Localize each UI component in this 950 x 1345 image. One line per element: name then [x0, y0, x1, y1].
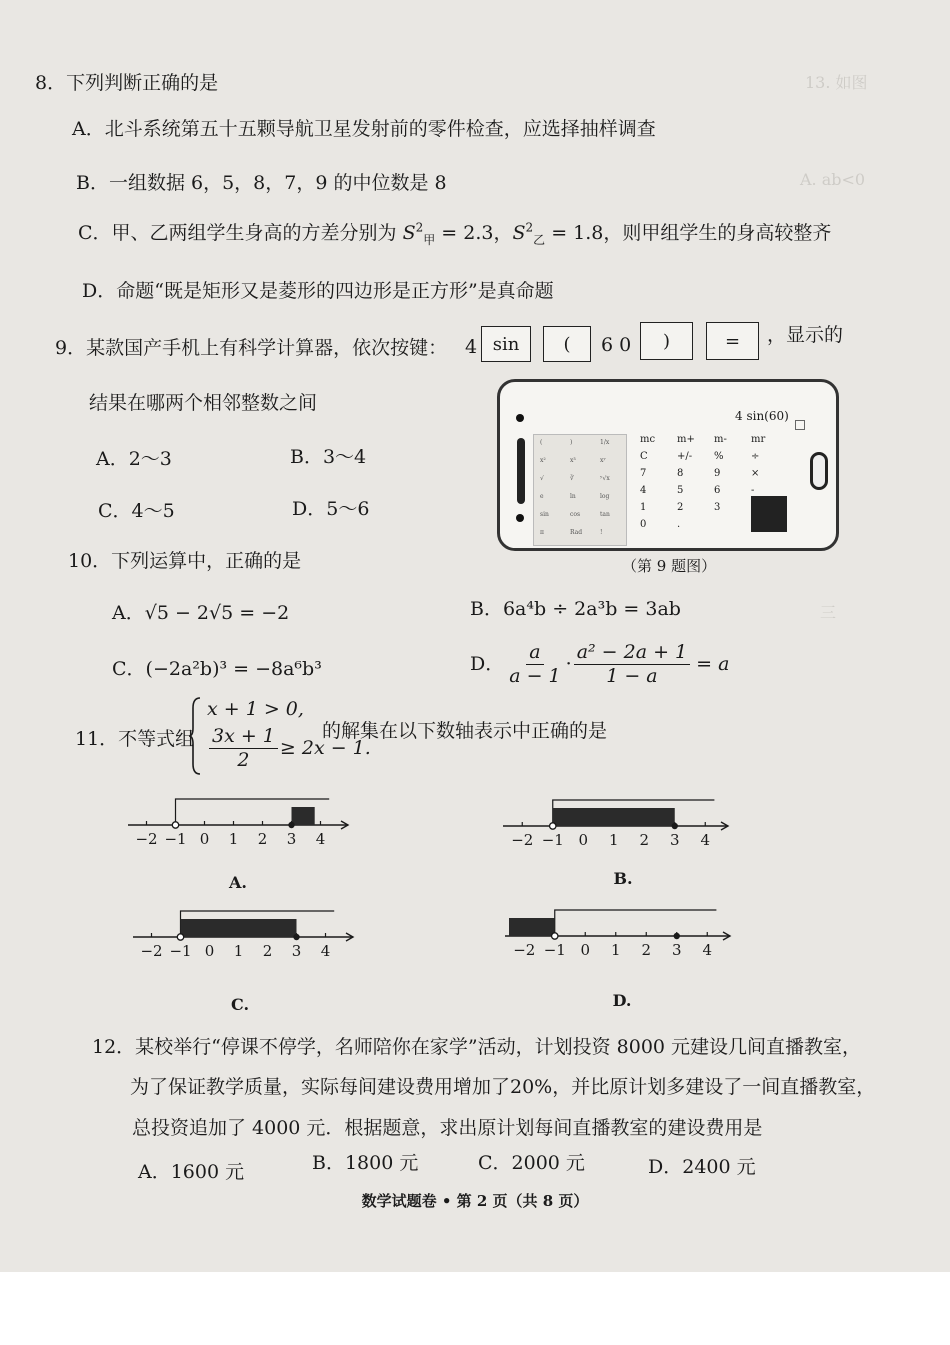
shaded-region [509, 918, 555, 936]
q8-option-d: D．命题“既是矩形又是菱形的四边形是正方形”是真命题 [82, 280, 554, 302]
bleed-through-text: 三 [820, 603, 837, 622]
tick-label: 1 [608, 831, 619, 849]
power-button-icon [810, 452, 828, 490]
q10-option-c: C．(−2a²b)³ = −8a⁶b³ [112, 658, 322, 680]
denominator: 2 [237, 748, 250, 771]
open-endpoint [552, 933, 558, 939]
q12-option-c: C．2000 元 [478, 1152, 585, 1174]
num-key: 1 [640, 502, 647, 513]
q9-stem-line2: 结果在哪两个相邻整数之间 [89, 392, 318, 414]
tick-label: 0 [204, 942, 215, 960]
sci-key: xʸ [600, 457, 606, 464]
tick-label: −2 [513, 941, 536, 959]
exponent: 2 [525, 220, 534, 235]
tick-label: 3 [291, 942, 302, 960]
q8-option-b: B．一组数据 6，5，8，7，9 的中位数是 8 [76, 172, 447, 194]
calculator-display: 4 sin(60) [735, 409, 789, 423]
shaded-region [553, 808, 675, 826]
shaded-region [292, 807, 315, 825]
camera-dot [516, 414, 524, 422]
tick-label: 4 [320, 942, 331, 960]
key-left-paren: ( [543, 326, 591, 362]
num-key: +/- [677, 451, 693, 462]
sci-key: Rad [570, 529, 583, 536]
tick-label: 4 [702, 941, 713, 959]
denominator: a − 1 [509, 664, 561, 687]
num-key: 8 [677, 468, 684, 479]
q10-option-a: A．√5 − 2√5 = −2 [112, 602, 290, 624]
tick-label: −1 [164, 830, 187, 848]
closed-endpoint [672, 823, 678, 829]
num-key: 3 [714, 502, 721, 513]
inequality-rhs: ≥ 2x − 1. [279, 736, 371, 759]
sci-key: sin [540, 511, 549, 518]
multiply-dot: · [565, 652, 572, 675]
subscript: 乙 [533, 232, 546, 247]
sci-key: log [600, 493, 610, 500]
denominator: 1 − a [606, 664, 658, 687]
q12-line1: 12．某校举行“停课不停学，名师陪你在家学”活动，计划投资 8000 元建设几间直播教室， [92, 1036, 862, 1058]
tick-label: −2 [140, 942, 163, 960]
tick-label: 3 [671, 941, 682, 959]
q12-line3: 总投资追加了 4000 元．根据题意，求出原计划每间直播教室的建设费用是 [132, 1117, 763, 1139]
num-key: m- [714, 434, 727, 445]
tick-label: 4 [700, 831, 711, 849]
rhs: = a [696, 652, 730, 675]
inequality-1: x + 1 > 0, [207, 698, 304, 720]
sci-key: √ [540, 475, 544, 482]
sci-key: ∛ [570, 475, 574, 482]
solution-bracket [555, 910, 717, 936]
brace-icon [188, 696, 204, 776]
bleed-through-text: A. ab<0 [800, 170, 866, 189]
q10-stem: 10．下列运算中，正确的是 [68, 550, 302, 572]
tick-label: −2 [135, 830, 158, 848]
q11-stem: 11．不等式组 [75, 728, 195, 750]
tick-label: 3 [669, 831, 680, 849]
tick-label: 2 [639, 831, 650, 849]
sci-key: ʸ√x [600, 475, 610, 482]
side-bar [517, 438, 525, 504]
num-key: 5 [677, 485, 684, 496]
open-endpoint [550, 823, 556, 829]
fraction [209, 725, 278, 772]
num-key: . [677, 519, 681, 530]
q8-stem: 8．下列判断正确的是 [35, 72, 219, 94]
sci-key: 1/x [600, 439, 610, 446]
camera-dot [516, 514, 524, 522]
fraction [574, 641, 690, 688]
sci-key: ! [600, 529, 603, 536]
variance-value: = 1.8，则甲组学生的身高较整齐 [545, 222, 832, 244]
q8-option-c [78, 222, 831, 245]
option-label: C. [230, 995, 250, 1014]
equals-key-icon [751, 496, 787, 532]
tick-label: −1 [169, 942, 192, 960]
q8-option-c-text: C．甲、乙两组学生身高的方差分别为 [78, 222, 403, 244]
num-key: 4 [640, 485, 647, 496]
num-key: C [640, 451, 648, 462]
sci-key: x³ [570, 457, 576, 464]
q12-line2: 为了保证教学质量，实际每间建设费用增加了20%，并比原计划多建设了一间直播教室， [130, 1076, 876, 1098]
q12-option-a: A．1600 元 [138, 1161, 245, 1183]
menu-icon [795, 420, 805, 430]
numeric-keypad [640, 434, 766, 534]
tick-label: 0 [199, 830, 210, 848]
tick-label: 4 [315, 830, 326, 848]
q9-digits: 6 0 [601, 334, 632, 356]
sci-key: cos [570, 511, 581, 518]
fraction [506, 641, 563, 688]
figure-caption: （第 9 题图） [622, 557, 717, 575]
numerator: a [526, 641, 543, 665]
tick-label: −1 [541, 831, 564, 849]
tick-label: 0 [580, 941, 591, 959]
bleed-through-text: 13. 如图 [805, 73, 868, 92]
q9-option-d: D．5～6 [292, 498, 370, 520]
sci-key: ln [570, 493, 576, 500]
num-key: 2 [677, 502, 684, 513]
num-key: 6 [714, 485, 721, 496]
tick-label: −2 [511, 831, 534, 849]
q9-option-a: A．2～3 [96, 448, 172, 470]
q9-option-c: C．4～5 [98, 500, 175, 522]
num-key: 0 [640, 519, 647, 530]
option-label: B. [613, 869, 633, 888]
q9-digit: 4 [465, 336, 478, 358]
numerator: 3x + 1 [209, 725, 278, 749]
num-key: 9 [714, 468, 721, 479]
sci-key: π [540, 529, 544, 536]
scientific-keypad [533, 434, 627, 546]
q8-option-a: A．北斗系统第五十五颗导航卫星发射前的零件检查，应选择抽样调查 [72, 118, 656, 140]
num-key: × [751, 468, 760, 479]
option-label: D. [612, 991, 632, 1010]
tick-label: 2 [257, 830, 268, 848]
tick-label: 1 [610, 941, 621, 959]
tick-label: 2 [641, 941, 652, 959]
subscript: 甲 [423, 232, 436, 247]
sci-key: e [540, 493, 544, 500]
q10-option-d [470, 641, 729, 688]
exponent: 2 [415, 220, 424, 235]
q11-stem-tail: 的解集在以下数轴表示中正确的是 [322, 720, 608, 742]
q12-option-d: D．2400 元 [648, 1156, 756, 1178]
closed-endpoint [288, 822, 294, 828]
closed-endpoint [674, 933, 680, 939]
number-lines [0, 780, 950, 1030]
q9-stem: 9．某款国产手机上有科学计算器，依次按键： [55, 337, 448, 359]
variance-symbol: S [512, 222, 526, 244]
shaded-region [181, 919, 297, 937]
closed-endpoint [293, 934, 299, 940]
open-endpoint [177, 934, 183, 940]
num-key: mr [751, 434, 766, 445]
phone-calculator-figure [497, 379, 839, 551]
tick-label: 3 [286, 830, 297, 848]
option-label: A. [229, 873, 247, 892]
num-key: - [751, 485, 755, 496]
num-key: mc [640, 434, 656, 445]
num-key: ÷ [751, 451, 760, 462]
key-right-paren: ) [640, 322, 693, 360]
open-endpoint [172, 822, 178, 828]
tick-label: 1 [233, 942, 244, 960]
q9-option-b: B．3～4 [290, 446, 367, 468]
tick-label: 1 [228, 830, 239, 848]
sci-key: ) [570, 439, 573, 446]
variance-value: = 2.3， [435, 222, 513, 244]
variance-symbol: S [402, 222, 416, 244]
key-equals: = [706, 322, 759, 360]
q12-option-b: B．1800 元 [312, 1152, 419, 1174]
sci-key: ( [540, 439, 543, 446]
key-sin: sin [481, 326, 531, 362]
tick-label: 2 [262, 942, 273, 960]
num-key: m+ [677, 434, 695, 445]
numerator: a² − 2a + 1 [574, 641, 690, 665]
num-key: 7 [640, 468, 647, 479]
sci-key: x² [540, 457, 546, 464]
q9-stem-tail: ，显示的 [767, 324, 844, 346]
tick-label: 0 [578, 831, 589, 849]
q10-option-b: B．6a⁴b ÷ 2a³b = 3ab [470, 598, 681, 620]
q10-option-d-label: D． [470, 652, 505, 675]
num-key: % [714, 451, 724, 462]
page-footer: 数学试题卷 • 第 2 页（共 8 页） [361, 1192, 589, 1210]
sci-key: tan [600, 511, 610, 518]
tick-label: −1 [543, 941, 566, 959]
